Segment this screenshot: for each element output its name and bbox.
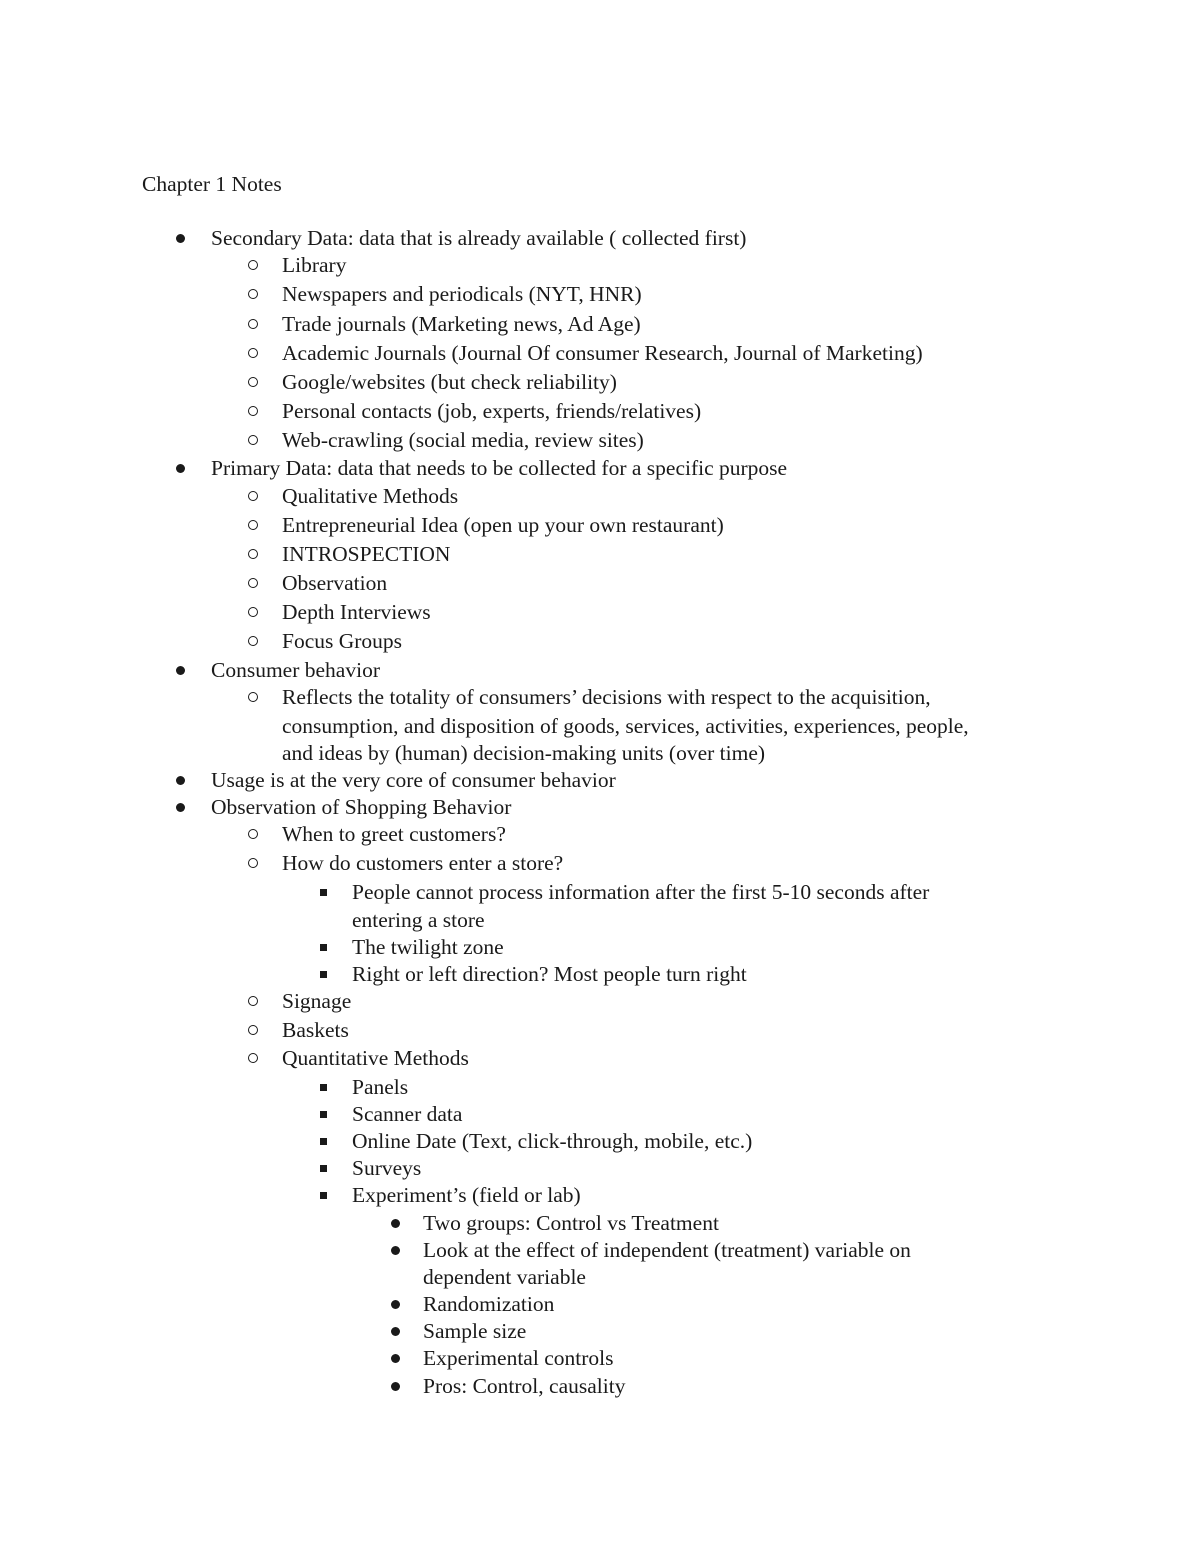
bullet-dot-icon bbox=[176, 234, 185, 243]
bullet-square-icon bbox=[320, 1084, 327, 1091]
list-item: Primary Data: data that needs to be collected for a specific purpose bbox=[211, 456, 788, 480]
bullet-square-icon bbox=[320, 1165, 327, 1172]
list-item: When to greet customers? bbox=[282, 822, 506, 846]
list-item: Signage bbox=[282, 989, 352, 1013]
list-item: Personal contacts (job, experts, friends/relatives) bbox=[282, 399, 702, 423]
list-item: Library bbox=[282, 253, 347, 277]
bullet-dot-icon bbox=[176, 803, 185, 812]
list-item: Surveys bbox=[352, 1156, 422, 1180]
bullet-circle-icon bbox=[248, 996, 258, 1006]
bullet-dot-icon bbox=[391, 1219, 400, 1228]
list-item: entering a store bbox=[352, 908, 485, 932]
bullet-square-icon bbox=[320, 1192, 327, 1199]
bullet-square-icon bbox=[320, 944, 327, 951]
bullet-circle-icon bbox=[248, 578, 258, 588]
list-item: Usage is at the very core of consumer behavior bbox=[211, 768, 616, 792]
list-item: Look at the effect of independent (treatment) variable on bbox=[423, 1238, 911, 1262]
bullet-circle-icon bbox=[248, 377, 258, 387]
list-item: Panels bbox=[352, 1075, 409, 1099]
list-item: Scanner data bbox=[352, 1102, 463, 1126]
list-item: Sample size bbox=[423, 1319, 527, 1343]
list-item: Consumer behavior bbox=[211, 658, 380, 682]
bullet-dot-icon bbox=[391, 1382, 400, 1391]
bullet-circle-icon bbox=[248, 289, 258, 299]
bullet-dot-icon bbox=[176, 776, 185, 785]
bullet-dot-icon bbox=[176, 464, 185, 473]
list-item: Web-crawling (social media, review sites) bbox=[282, 428, 644, 452]
bullet-circle-icon bbox=[248, 636, 258, 646]
bullet-square-icon bbox=[320, 889, 327, 896]
bullet-circle-icon bbox=[248, 1053, 258, 1063]
list-item: Trade journals (Marketing news, Ad Age) bbox=[282, 312, 641, 336]
list-item: Quantitative Methods bbox=[282, 1046, 469, 1070]
bullet-circle-icon bbox=[248, 1025, 258, 1035]
bullet-square-icon bbox=[320, 971, 327, 978]
bullet-circle-icon bbox=[248, 829, 258, 839]
bullet-circle-icon bbox=[248, 607, 258, 617]
list-item: Academic Journals (Journal Of consumer Research, Journal of Marketing) bbox=[282, 341, 923, 365]
list-item: Entrepreneurial Idea (open up your own restaurant) bbox=[282, 513, 724, 537]
bullet-square-icon bbox=[320, 1111, 327, 1118]
bullet-circle-icon bbox=[248, 260, 258, 270]
list-item: and ideas by (human) decision-making units (over time) bbox=[282, 741, 766, 765]
list-item: The twilight zone bbox=[352, 935, 504, 959]
list-item: How do customers enter a store? bbox=[282, 851, 564, 875]
bullet-square-icon bbox=[320, 1138, 327, 1145]
list-item: Randomization bbox=[423, 1292, 555, 1316]
list-item: consumption, and disposition of goods, services, activities, experiences, people, bbox=[282, 714, 969, 738]
bullet-circle-icon bbox=[248, 319, 258, 329]
list-item: People cannot process information after the first 5-10 seconds after bbox=[352, 880, 930, 904]
bullet-circle-icon bbox=[248, 348, 258, 358]
list-item: Focus Groups bbox=[282, 629, 403, 653]
list-item: dependent variable bbox=[423, 1265, 586, 1289]
list-item: Experiment’s (field or lab) bbox=[352, 1183, 581, 1207]
bullet-circle-icon bbox=[248, 406, 258, 416]
bullet-circle-icon bbox=[248, 435, 258, 445]
bullet-circle-icon bbox=[248, 692, 258, 702]
list-item: Right or left direction? Most people turn right bbox=[352, 962, 747, 986]
bullet-circle-icon bbox=[248, 520, 258, 530]
list-item: Depth Interviews bbox=[282, 600, 431, 624]
bullet-dot-icon bbox=[391, 1300, 400, 1309]
bullet-dot-icon bbox=[176, 666, 185, 675]
list-item: Secondary Data: data that is already available ( collected first) bbox=[211, 226, 747, 250]
bullet-dot-icon bbox=[391, 1246, 400, 1255]
bullet-circle-icon bbox=[248, 549, 258, 559]
page-title: Chapter 1 Notes bbox=[142, 172, 282, 196]
list-item: Experimental controls bbox=[423, 1346, 614, 1370]
bullet-dot-icon bbox=[391, 1327, 400, 1336]
bullet-circle-icon bbox=[248, 858, 258, 868]
list-item: Qualitative Methods bbox=[282, 484, 459, 508]
list-item: Pros: Control, causality bbox=[423, 1374, 626, 1398]
list-item: Two groups: Control vs Treatment bbox=[423, 1211, 719, 1235]
list-item: Reflects the totality of consumers’ decisions with respect to the acquisition, bbox=[282, 685, 931, 709]
list-item: Newspapers and periodicals (NYT, HNR) bbox=[282, 282, 642, 306]
list-item: INTROSPECTION bbox=[282, 542, 451, 566]
list-item: Baskets bbox=[282, 1018, 349, 1042]
list-item: Observation bbox=[282, 571, 388, 595]
bullet-circle-icon bbox=[248, 491, 258, 501]
list-item: Google/websites (but check reliability) bbox=[282, 370, 617, 394]
list-item: Observation of Shopping Behavior bbox=[211, 795, 512, 819]
list-item: Online Date (Text, click-through, mobile, etc.) bbox=[352, 1129, 753, 1153]
bullet-dot-icon bbox=[391, 1354, 400, 1363]
